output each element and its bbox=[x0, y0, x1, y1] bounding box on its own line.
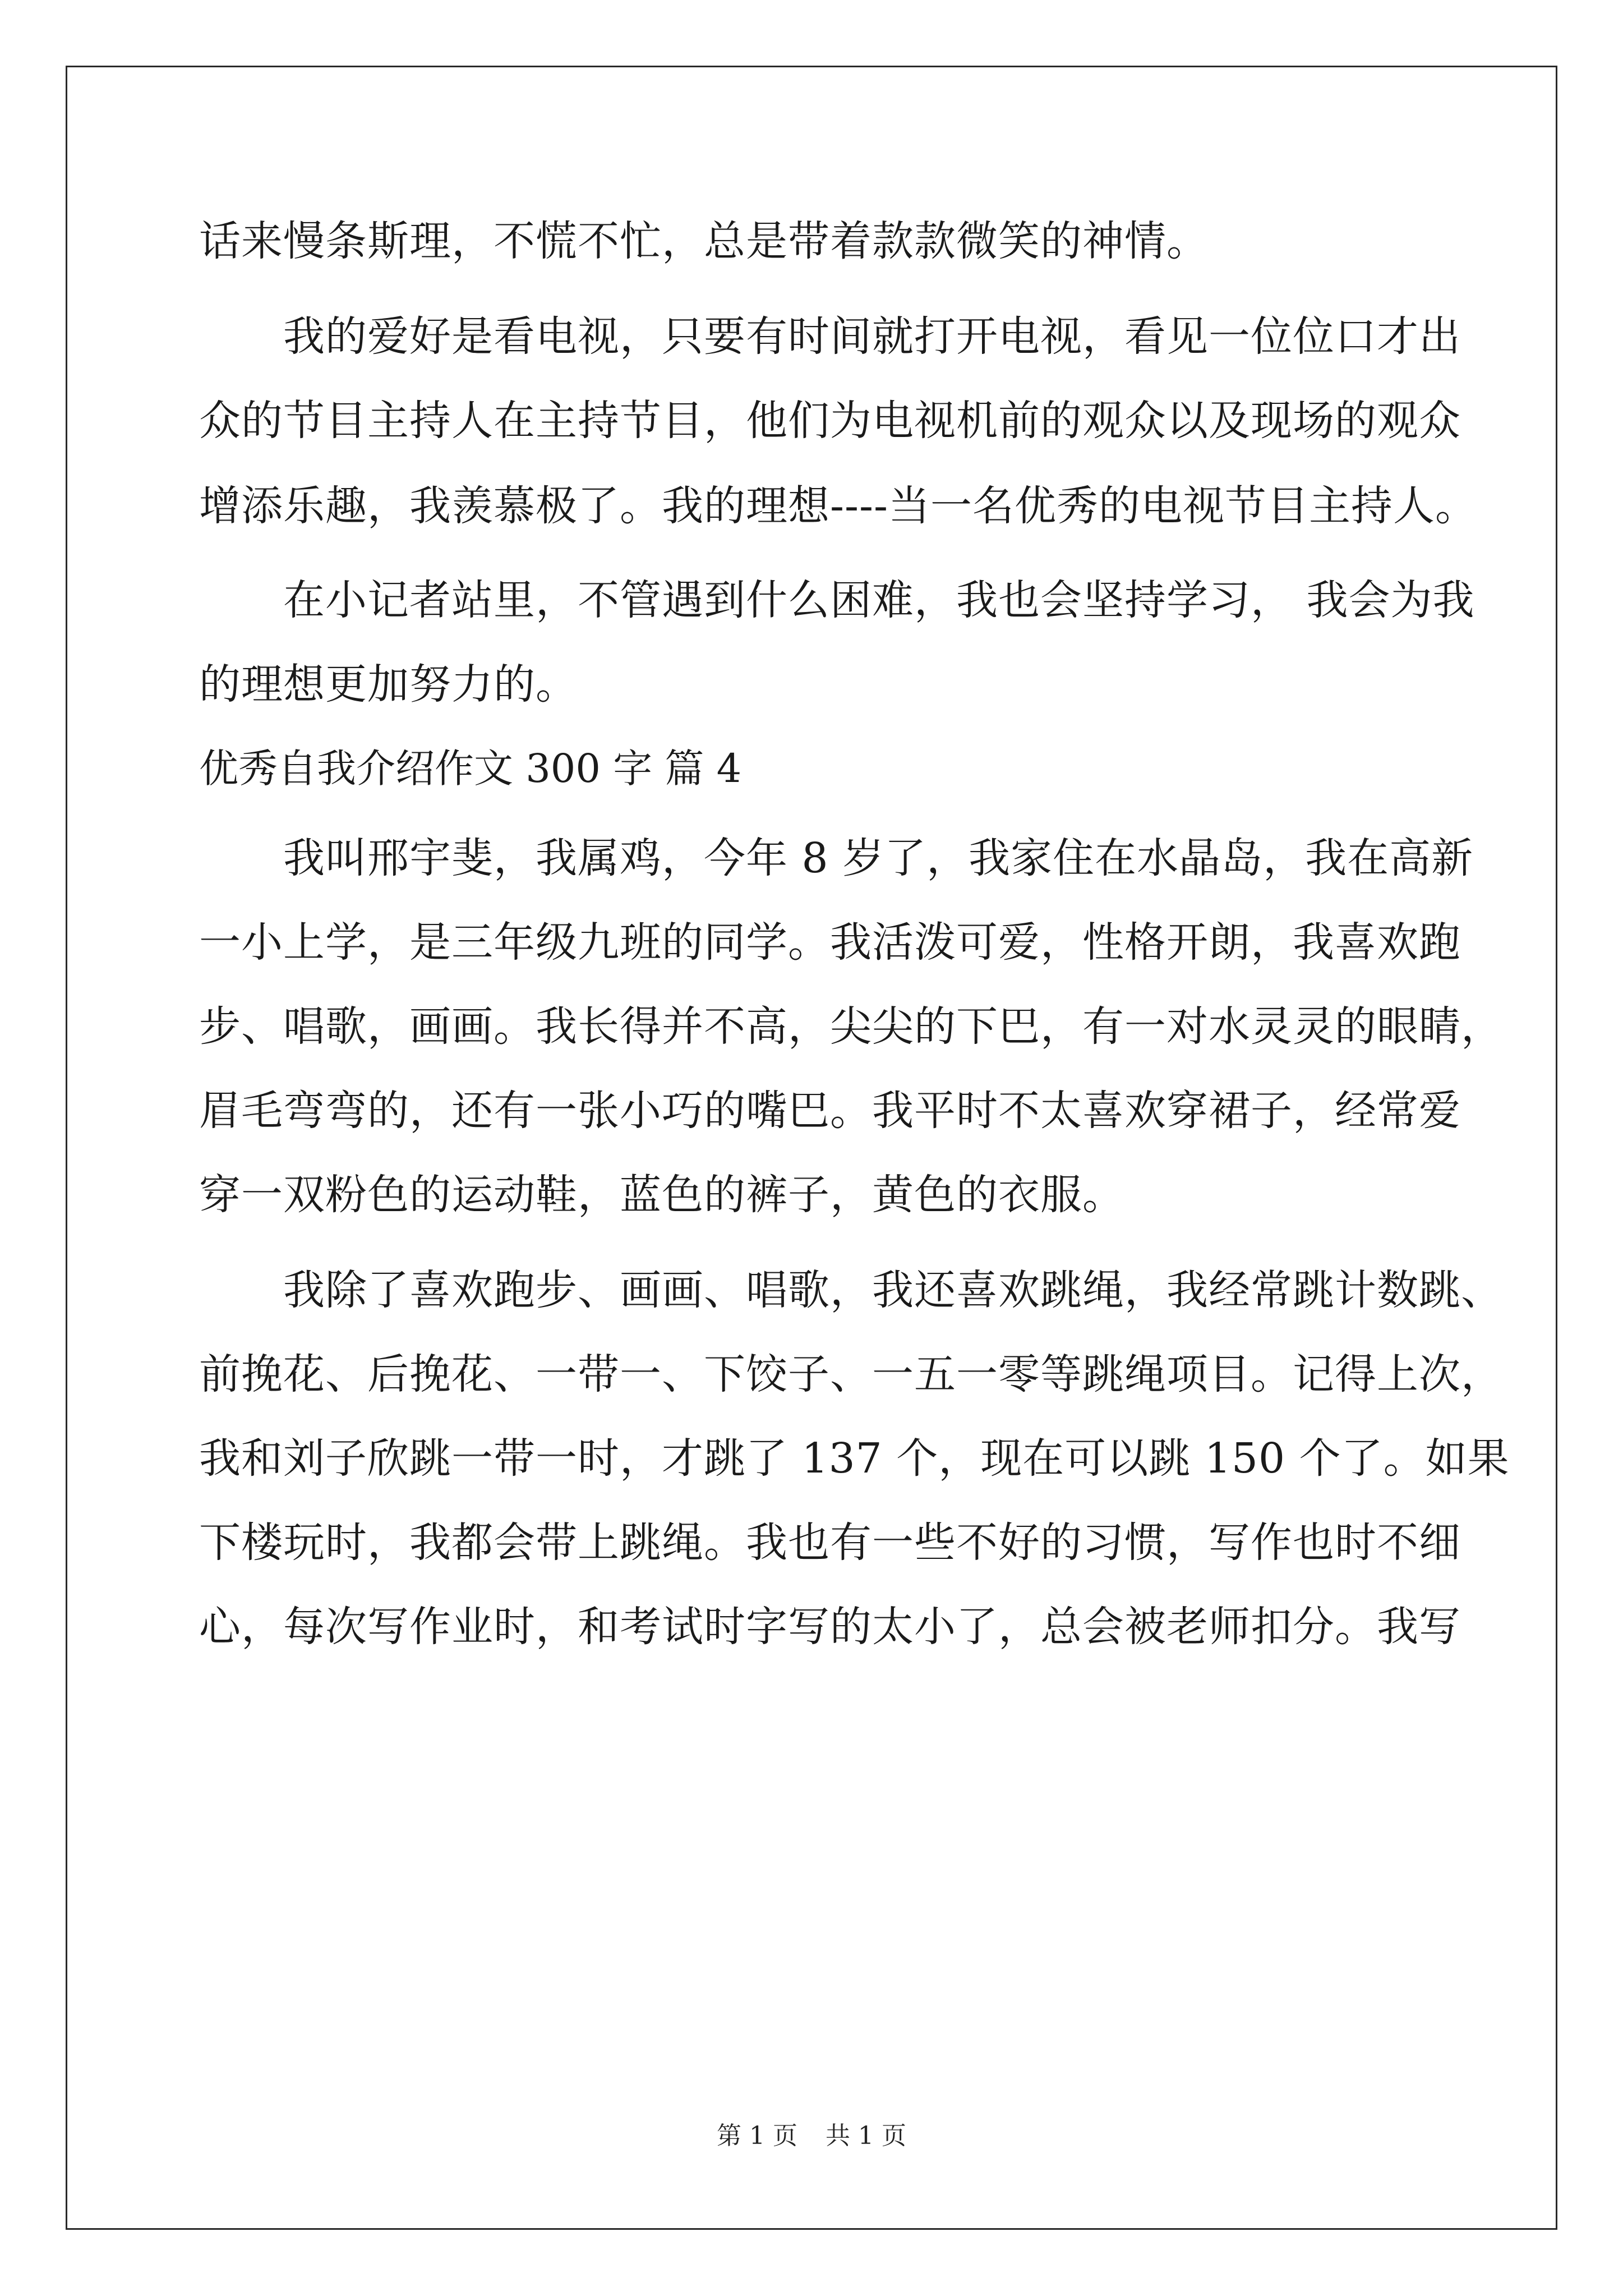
text-line: 的理想更加努力的。 bbox=[199, 660, 578, 708]
page-footer bbox=[0, 2119, 1623, 2153]
text-line: 穿一双粉色的运动鞋，蓝色的裤子，黄色的衣服。 bbox=[199, 1171, 1124, 1219]
text-line: 一小上学，是三年级九班的同学。我活泼可爱，性格开朗，我喜欢跑 bbox=[199, 918, 1461, 967]
text-line: 话来慢条斯理，不慌不忙，总是带着款款微笑的神情。 bbox=[199, 217, 1209, 265]
text-line: 我的爱好是看电视，只要有时间就打开电视，看见一位位口才出 bbox=[283, 312, 1461, 361]
section-heading: 优秀自我介绍作文 300 字 篇 4 bbox=[199, 746, 742, 792]
page-total: 共 1 页 bbox=[826, 2122, 906, 2150]
text-line: 下楼玩时，我都会带上跳绳。我也有一些不好的习惯，写作也时不细 bbox=[199, 1519, 1461, 1567]
page-border bbox=[66, 66, 1557, 2230]
text-line: 我和刘子欣跳一带一时，才跳了 137 个，现在可以跳 150 个了。如果 bbox=[199, 1434, 1510, 1483]
text-line: 前挽花、后挽花、一带一、下饺子、一五一零等跳绳项目。记得上次， bbox=[199, 1350, 1503, 1398]
text-line: 众的节目主持人在主持节目，他们为电视机前的观众以及现场的观众 bbox=[199, 397, 1461, 445]
text-line: 在小记者站里，不管遇到什么困难，我也会坚持学习， 我会为我 bbox=[283, 576, 1475, 624]
page-number: 第 1 页 bbox=[717, 2122, 797, 2150]
text-line: 我叫邢宇斐，我属鸡，今年 8 岁了，我家住在水晶岛，我在高新 bbox=[283, 834, 1474, 882]
text-line: 眉毛弯弯的，还有一张小巧的嘴巴。我平时不太喜欢穿裙子，经常爱 bbox=[199, 1087, 1461, 1135]
text-line: 步、唱歌，画画。我长得并不高，尖尖的下巴，有一对水灵灵的眼睛， bbox=[199, 1002, 1503, 1051]
text-line: 我除了喜欢跑步、画画、唱歌，我还喜欢跳绳，我经常跳计数跳、 bbox=[283, 1266, 1503, 1314]
text-line: 增添乐趣，我羡慕极了。我的理想----当一名优秀的电视节目主持人。 bbox=[199, 482, 1478, 530]
text-line: 心，每次写作业时，和考试时字写的太小了，总会被老师扣分。我写 bbox=[199, 1603, 1461, 1651]
